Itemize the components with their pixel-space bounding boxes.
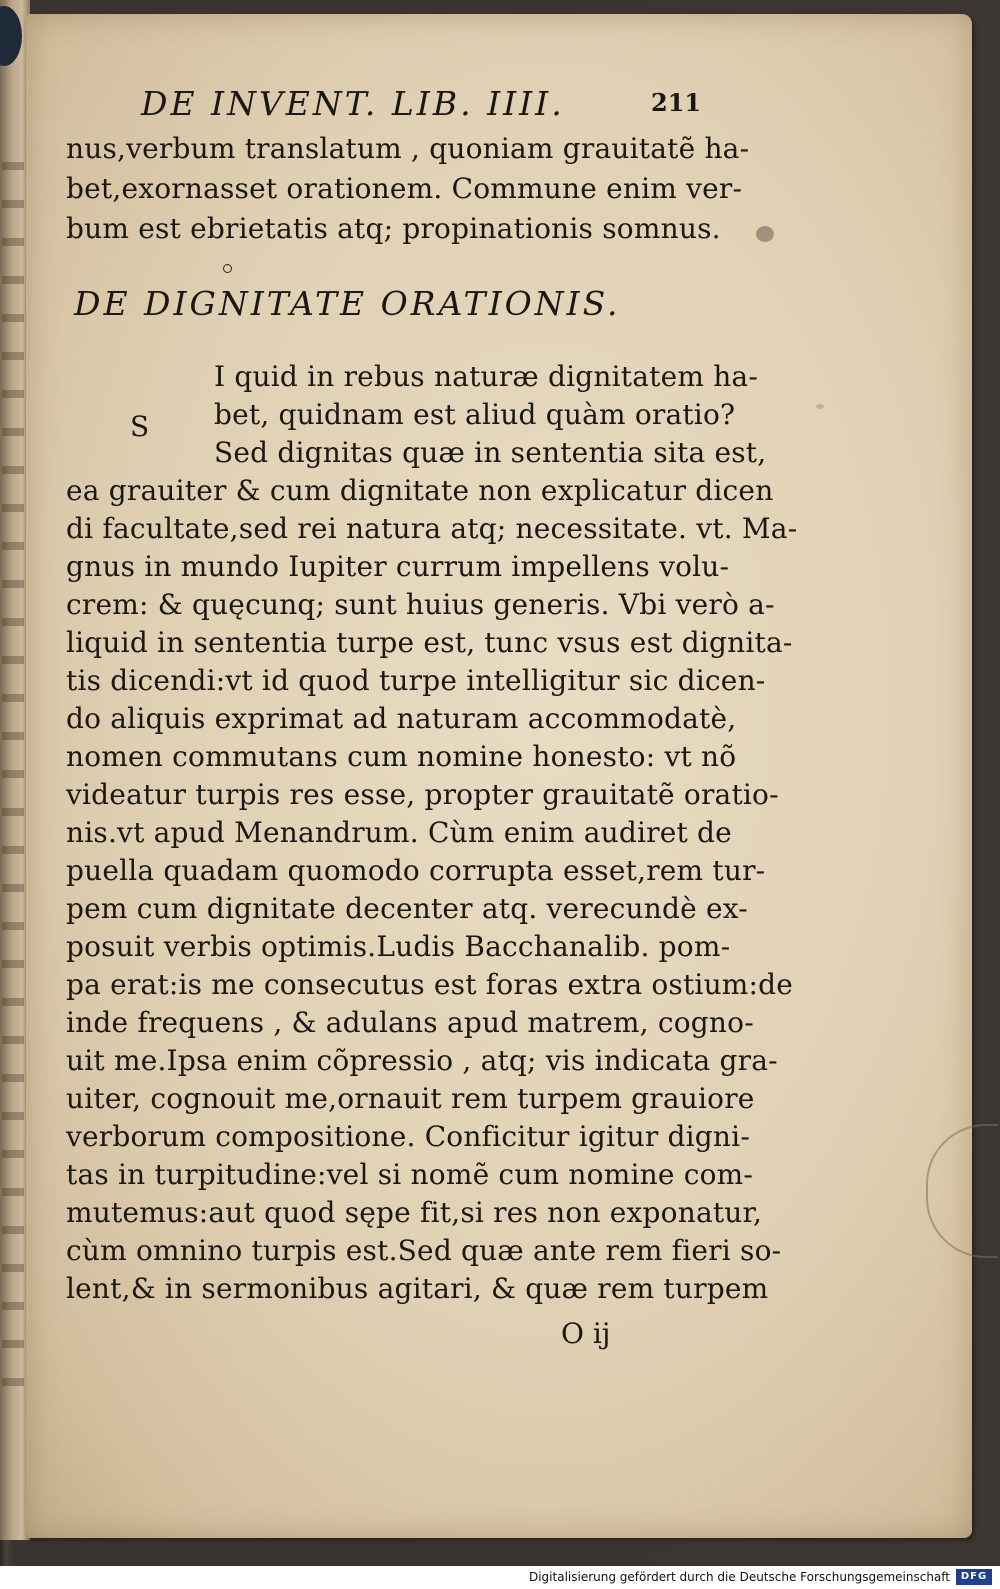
text-line: uiter, cognouit me,ornauit rem turpem grauiore [66,1082,755,1115]
funding-note: Digitalisierung gefördert durch die Deutsche Forschungsgemeinschaft [528,1570,950,1584]
text-line: do aliquis exprimat ad naturam accommodatè, [66,702,737,735]
drop-initial: S [130,410,150,443]
text-line: pem cum dignitate decenter atq. verecundè ex- [66,892,748,925]
text-line: tis dicendi:vt id quod turpe intelligitur sic dicen- [66,664,766,697]
text-line: verborum compositione. Conficitur igitur digni- [66,1120,750,1153]
text-line: tas in turpitudine:vel si nomẽ cum nomine com- [66,1158,754,1191]
text-line: puella quadam quomodo corrupta esset,rem tur- [66,854,766,887]
signature-mark: O ij [561,1317,611,1350]
text-line: gnus in mundo Iupiter currum impellens volu- [66,550,730,583]
text-line: uit me.Ipsa enim cõpressio , atq; vis indicata gra- [66,1044,778,1077]
text-line: cùm omnino turpis est.Sed quæ ante rem fieri so- [66,1234,782,1267]
text-line: nis.vt apud Menandrum. Cùm enim audiret de [66,816,732,849]
text-line: I quid in rebus naturæ dignitatem ha- [214,360,758,393]
running-head: DE INVENT. LIB. IIII. [141,84,565,123]
text-line: di facultate,sed rei natura atq; necessitate. vt. Ma- [66,512,798,545]
section-heading: DE DIGNITATE ORATIONIS. [74,284,621,323]
text-line: videatur turpis res esse, propter grauitatẽ oratio- [66,778,779,811]
text-line: bet, quidnam est aliud quàm oratio? [214,398,736,431]
book-page [26,14,972,1538]
text-line: Sed dignitas quæ in sententia sita est, [214,436,767,469]
text-line: lent,& in sermonibus agitari, & quæ rem turpem [66,1272,769,1305]
text-line: nus,verbum translatum , quoniam grauitatẽ ha- [66,132,750,165]
text-line: liquid in sententia turpe est, tunc vsus est dignita- [66,626,793,659]
text-line: nomen commutans cum nomine honesto: vt nõ [66,740,737,773]
page-number: 211 [651,88,702,117]
text-line: inde frequens , & adulans apud matrem, cogno- [66,1006,754,1039]
previous-leaf-text-marks [2,140,24,1400]
text-line: bum est ebrietatis atq; propinationis somnus. [66,212,721,245]
dfg-logo: DFG [956,1569,992,1585]
small-circle-mark [223,264,232,273]
page-text [26,14,972,1538]
text-line: posuit verbis optimis.Ludis Bacchanalib. pom- [66,930,731,963]
text-line: bet,exornasset orationem. Commune enim ver- [66,172,743,205]
text-line: ea grauiter & cum dignitate non explicatur dicen [66,474,774,507]
thumb-shadow [0,6,22,66]
text-line: crem: & quęcunq; sunt huius generis. Vbi verò a- [66,588,775,621]
text-line: pa erat:is me consecutus est foras extra ostium:de [66,968,794,1001]
footer-bar [0,1566,1000,1589]
text-line: mutemus:aut quod sępe fit,si res non exponatur, [66,1196,763,1229]
